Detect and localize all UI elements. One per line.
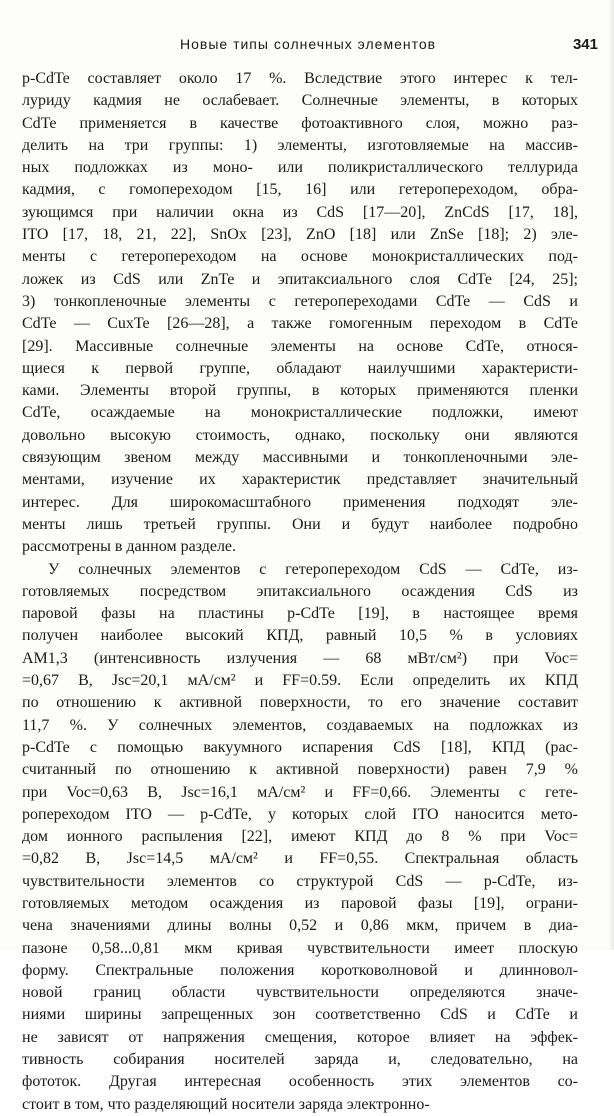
text-line: форму. Спектральные положения коротковолновой и длинновол-	[22, 961, 578, 979]
text-line: делить на три группы: 1) элементы, изготовляемые на массив-	[22, 136, 578, 154]
text-line: CdTe — CuxTe [26—28], а также гомогенным переходом в CdTe	[22, 315, 578, 333]
text-line: пазоне 0,58...0,81 мкм кривая чувствительности имеет плоскую	[22, 939, 578, 957]
text-line: CdTe применяется в качестве фотоактивного слоя, можно раз-	[22, 114, 578, 132]
text-line: =0,82 В, Jsc=14,5 мА/см² и FF=0,55. Спектральная область	[22, 850, 578, 868]
text-line: менты лишь третьей группы. Они и будут наиболее подробно	[22, 515, 578, 533]
text-line: AM1,3 (интенсивность излучения — 68 мВт/см²) при Voc=	[22, 649, 578, 667]
text-line: при Voc=0,63 В, Jsc=16,1 мА/см² и FF=0,66. Элементы с гете-	[22, 783, 578, 801]
text-line: p-CdTe с помощью вакуумного испарения CdS [18], КПД (рас-	[22, 738, 578, 756]
text-line: CdTe, осаждаемые на монокристаллические подложки, имеют	[22, 404, 578, 422]
paragraph-2	[22, 559, 578, 1116]
text-line: тивность собирания носителей заряда и, следовательно, на	[22, 1051, 578, 1069]
text-line: паровой фазы на пластины p-CdTe [19], в настоящее время	[22, 605, 578, 623]
text-line: =0,67 В, Jsc=20,1 мА/см² и FF=0.59. Если определить их КПД	[22, 672, 578, 690]
body-text	[22, 68, 578, 1116]
text-line: рассмотрены в данном разделе.	[22, 538, 237, 556]
page-edge	[608, 0, 614, 950]
text-line: не зависят от напряжения смещения, которое влияет на эффек-	[22, 1028, 578, 1046]
text-line: ITO [17, 18, 21, 22], SnOx [23], ZnO [18] или ZnSe [18]; 2) эле-	[22, 226, 578, 244]
text-line: дом ионного распыления [22], имеют КПД до 8 % при Voc=	[22, 828, 578, 846]
text-line: чена значениями длины волны 0,52 и 0,86 мкм, причем в диа-	[22, 917, 578, 935]
text-line: ложек из CdS или ZnTe и эпитаксиального слоя CdTe [24, 25];	[22, 270, 578, 288]
text-line: фототок. Другая интересная особенность этих элементов со-	[22, 1073, 578, 1091]
text-line: 3) тонкопленочные элементы с гетеропереходами CdTe — CdS и	[22, 292, 578, 310]
text-line: связующим звеном между массивными и тонкопленочными эле-	[22, 449, 578, 467]
text-line: считанный по отношению к активной поверхности) равен 7,9 %	[22, 761, 578, 779]
text-line: интерес. Для широкомасштабного применения подходят эле-	[22, 493, 578, 511]
text-line: ниями ширины запрещенных зон соответственно CdS и CdTe и	[22, 1006, 578, 1024]
page-number: 341	[572, 36, 598, 53]
text-line: новой границ области чувствительности определяются значе-	[22, 984, 578, 1002]
text-line: чувствительности элементов со структурой CdS — p-CdTe, из-	[22, 872, 578, 890]
text-line: ками. Элементы второй группы, в которых применяются пленки	[22, 382, 578, 400]
text-line: по отношению к активной поверхности, то его значение составит	[22, 694, 578, 712]
text-line: ропереходом ITO — p-CdTe, у которых слой ITO наносится мето-	[22, 805, 578, 823]
text-line: ментами, изучение их характеристик представляет значительный	[22, 471, 578, 489]
text-line: менты с гетеропереходом на основе монокристаллических под-	[22, 248, 578, 266]
text-line: 11,7 %. У солнечных элементов, создаваемых на подложках из	[22, 716, 578, 734]
text-line: У солнечных элементов с гетеропереходом CdS — CdTe, из-	[48, 560, 578, 578]
text-line: p-CdTe составляет около 17 %. Вследствие этого интерес к тел-	[22, 70, 578, 87]
paragraph-1	[22, 68, 578, 559]
text-line: готовляемых посредством эпитаксиального осаждения CdS из	[22, 582, 578, 600]
text-line: [29]. Массивные солнечные элементы на основе CdTe, относя-	[22, 337, 578, 355]
text-line: получен наиболее высокий КПД, равный 10,5 % в условиях	[22, 627, 578, 645]
text-line: зующимся при наличии окна из CdS [17—20], ZnCdS [17, 18],	[22, 203, 578, 221]
text-line: кадмия, с гомопереходом [15, 16] или гетеропереходом, обра-	[22, 181, 578, 199]
running-header	[20, 36, 598, 56]
running-title: Новые типы солнечных элементов	[180, 36, 437, 52]
text-line: ных подложках из моно- или поликристаллического теллурида	[22, 159, 578, 177]
text-line: луриду кадмия не ослабевает. Солнечные элементы, в которых	[22, 92, 578, 110]
text-line: готовляемых методом осаждения из паровой фазы [19], ограни-	[22, 894, 578, 912]
text-line: щиеся к первой группе, обладают наилучшими характеристи-	[22, 359, 578, 377]
text-line: стоит в том, что разделяющий носители заряда электронно-	[22, 1095, 430, 1113]
text-line: довольно высокую стоимость, однако, поскольку они являются	[22, 426, 578, 444]
